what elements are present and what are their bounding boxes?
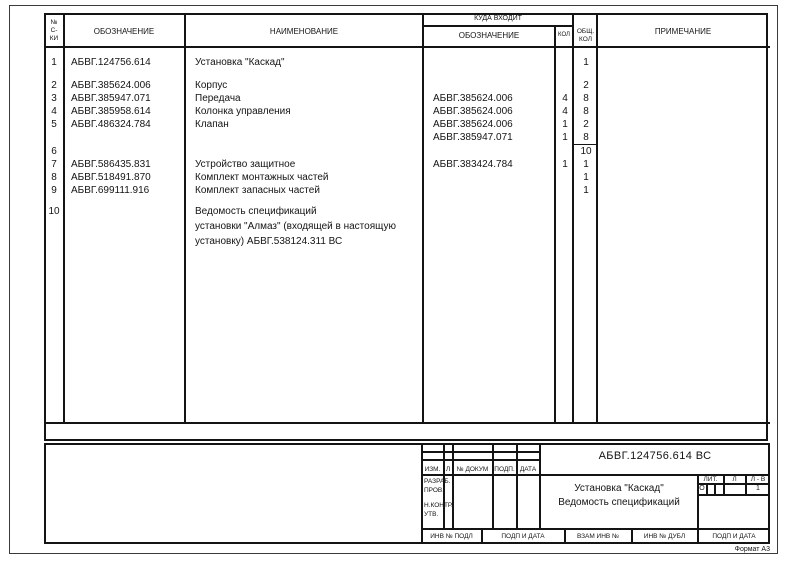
- document-name-line2: Ведомость спецификаций: [558, 497, 680, 508]
- where-group-divider: [424, 25, 572, 27]
- row-designation: АБВГ.385958.614: [71, 106, 151, 117]
- row-total: 1: [583, 185, 589, 196]
- row-qty: [556, 236, 574, 248]
- row-where: АБВГ.385947.071: [433, 132, 513, 143]
- header-bottom-line: [44, 46, 770, 48]
- row-name: Ведомость спецификаций: [195, 206, 317, 217]
- header-designation: ОБОЗНАЧЕНИЕ: [93, 27, 155, 36]
- row-designation: АБВГ.518491.870: [71, 172, 151, 183]
- row-num: 7: [51, 159, 57, 170]
- row-where: [424, 185, 556, 197]
- col-line-designation: [184, 13, 186, 423]
- header-num-line3: КИ: [49, 35, 59, 42]
- row-num: 1: [51, 57, 57, 68]
- lit-subcell-line-2: [714, 483, 716, 494]
- row-total: [574, 221, 598, 233]
- header-num: [44, 16, 64, 46]
- row-where: [424, 236, 556, 248]
- norm-control-label: Н.КОНТР.: [424, 502, 453, 509]
- row-where: АБВГ.385624.006: [433, 93, 513, 104]
- row-name: Установка "Каскад": [195, 57, 285, 68]
- header-where-designation: ОБОЗНАЧЕНИЕ: [458, 31, 520, 40]
- izm-col-line: [443, 443, 445, 528]
- row-where: АБВГ.385624.006: [433, 119, 513, 130]
- row-qty: 4: [562, 93, 568, 104]
- row-num: [44, 132, 64, 144]
- row-qty: [556, 146, 574, 158]
- row-total: 2: [583, 119, 589, 130]
- row-num: 9: [51, 185, 57, 196]
- row-total: 8: [583, 106, 589, 117]
- row-name: Комплект монтажных частей: [195, 172, 329, 183]
- header-num-line2: С-: [50, 27, 58, 34]
- row-where: [424, 57, 556, 69]
- header-note: ПРИМЕЧАНИЕ: [654, 27, 712, 36]
- row-where: [424, 172, 556, 184]
- col-line-total: [596, 13, 598, 423]
- row-name: [186, 132, 424, 144]
- row-qty: 4: [562, 106, 568, 117]
- row-num: 3: [51, 93, 57, 104]
- header-qty: КОЛ: [558, 32, 570, 38]
- row-qty: [556, 172, 574, 184]
- row-designation: АБВГ.124756.614: [71, 57, 151, 68]
- row-num: 4: [51, 106, 57, 117]
- table-row: [44, 146, 770, 158]
- header-total: [574, 27, 597, 44]
- row-name: установку) АБВГ.538124.311 ВС: [195, 236, 343, 247]
- row-qty: 1: [562, 159, 568, 170]
- header-total-line2: КОЛ: [579, 35, 592, 43]
- strip-top-line: [422, 528, 770, 530]
- header-num-line1: №: [50, 19, 58, 26]
- row-total: 1: [583, 172, 589, 183]
- podp-data-label-2: ПОДП И ДАТА: [712, 533, 756, 540]
- row-designation: АБВГ.486324.784: [71, 119, 151, 130]
- table-row: [44, 106, 770, 118]
- list-label: Л: [445, 466, 451, 473]
- inv-dubl-label: ИНВ № ДУБЛ: [643, 533, 686, 540]
- row-total: 8: [583, 93, 589, 104]
- sheet-header: Л: [732, 476, 737, 483]
- approved-label: УТВ.: [424, 511, 439, 518]
- row-where: АБВГ.383424.784: [433, 159, 513, 170]
- summed-total: 8: [574, 132, 598, 145]
- row-num: 6: [51, 146, 57, 157]
- table-row: [44, 93, 770, 105]
- lit-header: ЛИТ.: [703, 476, 718, 483]
- row-total: 10: [580, 146, 592, 157]
- row-name: установки "Алмаз" (входящей в настоящую: [195, 221, 396, 232]
- row-qty: [556, 185, 574, 197]
- row-name: Корпус: [195, 80, 228, 91]
- developed-label: РАЗРАБ.: [424, 478, 451, 485]
- lit-value-bottom-line: [698, 494, 770, 496]
- lit-value: О: [699, 485, 705, 492]
- row-num: 2: [51, 80, 57, 91]
- row-designation: [64, 236, 186, 248]
- row-num: 10: [48, 206, 60, 217]
- table-row: [44, 119, 770, 131]
- row-where: [424, 206, 556, 218]
- row-total: [574, 132, 598, 144]
- row-where: [424, 146, 556, 158]
- row-num: 8: [51, 172, 57, 183]
- row-num: [44, 221, 64, 233]
- change-row-line-1: [422, 451, 540, 453]
- docnum-label: № ДОКУМ: [456, 466, 489, 473]
- table-row: [44, 159, 770, 171]
- table-row: [44, 206, 770, 218]
- podp-data-label-1: ПОДП И ДАТА: [501, 533, 545, 540]
- row-qty: [556, 57, 574, 69]
- row-qty: [556, 221, 574, 233]
- change-row-line-2: [422, 459, 540, 461]
- row-name: Колонка управления: [195, 106, 291, 117]
- row-designation: [64, 132, 186, 144]
- sign-col-line: [516, 443, 518, 528]
- table-row: [44, 80, 770, 92]
- table-row: [44, 172, 770, 184]
- table-row: [44, 132, 770, 144]
- row-where: [424, 80, 556, 92]
- checked-label: ПРОВ.: [424, 487, 445, 494]
- list-col-line: [452, 443, 454, 528]
- row-name: Передача: [195, 93, 241, 104]
- row-designation: [64, 206, 186, 218]
- header-total-line1: ОБЩ.: [576, 27, 595, 35]
- docnum-col-line: [492, 443, 494, 528]
- row-designation: АБВГ.385947.071: [71, 93, 151, 104]
- row-where: АБВГ.385624.006: [433, 106, 513, 117]
- row-qty: [556, 80, 574, 92]
- row-where: [424, 221, 556, 233]
- document-name: [540, 482, 698, 510]
- sign-label: ПОДП.: [494, 466, 515, 473]
- document-name-line1: Установка "Каскад": [574, 483, 664, 494]
- row-designation: [64, 221, 186, 233]
- row-num: 5: [51, 119, 57, 130]
- row-qty: [556, 206, 574, 218]
- date-label: ДАТА: [519, 466, 537, 473]
- row-designation: АБВГ.385624.006: [71, 80, 151, 91]
- vzam-inv-label: ВЗАМ ИНВ №: [576, 533, 620, 540]
- table-row: [44, 236, 770, 248]
- document-designation: АБВГ.124756.614 ВС: [598, 450, 712, 462]
- row-total: [574, 236, 598, 248]
- lit-subcell-line-1: [706, 483, 708, 494]
- format-label: Формат А3: [734, 546, 770, 553]
- row-total: 1: [583, 159, 589, 170]
- row-total: 1: [583, 57, 589, 68]
- row-name: Устройство защитное: [195, 159, 296, 170]
- col-line-name: [422, 13, 424, 423]
- row-qty: 1: [562, 119, 568, 130]
- sheets-value: 1: [756, 485, 760, 492]
- row-designation: [64, 146, 186, 158]
- row-total: 2: [583, 80, 589, 91]
- col-line-qty: [572, 13, 574, 423]
- table-row: [44, 57, 770, 69]
- row-designation: АБВГ.586435.831: [71, 159, 151, 170]
- header-name: НАИМЕНОВАНИЕ: [269, 27, 339, 36]
- row-designation: АБВГ.699111.916: [71, 185, 150, 196]
- table-footer-line: [44, 422, 770, 424]
- table-row: [44, 221, 770, 233]
- row-name: [186, 146, 424, 158]
- row-num: [44, 236, 64, 248]
- izm-label: ИЗМ.: [424, 466, 441, 473]
- row-qty: 1: [562, 132, 568, 143]
- table-row: [44, 185, 770, 197]
- sheets-header: Л - В: [750, 476, 766, 483]
- row-name: Комплект запасных частей: [195, 185, 320, 196]
- row-total: [574, 206, 598, 218]
- col-line-num: [63, 13, 65, 423]
- header-where-group: КУДА ВХОДИТ: [474, 15, 522, 22]
- inv-podl-label: ИНВ № ПОДЛ: [430, 533, 473, 540]
- row-name: Клапан: [195, 119, 229, 130]
